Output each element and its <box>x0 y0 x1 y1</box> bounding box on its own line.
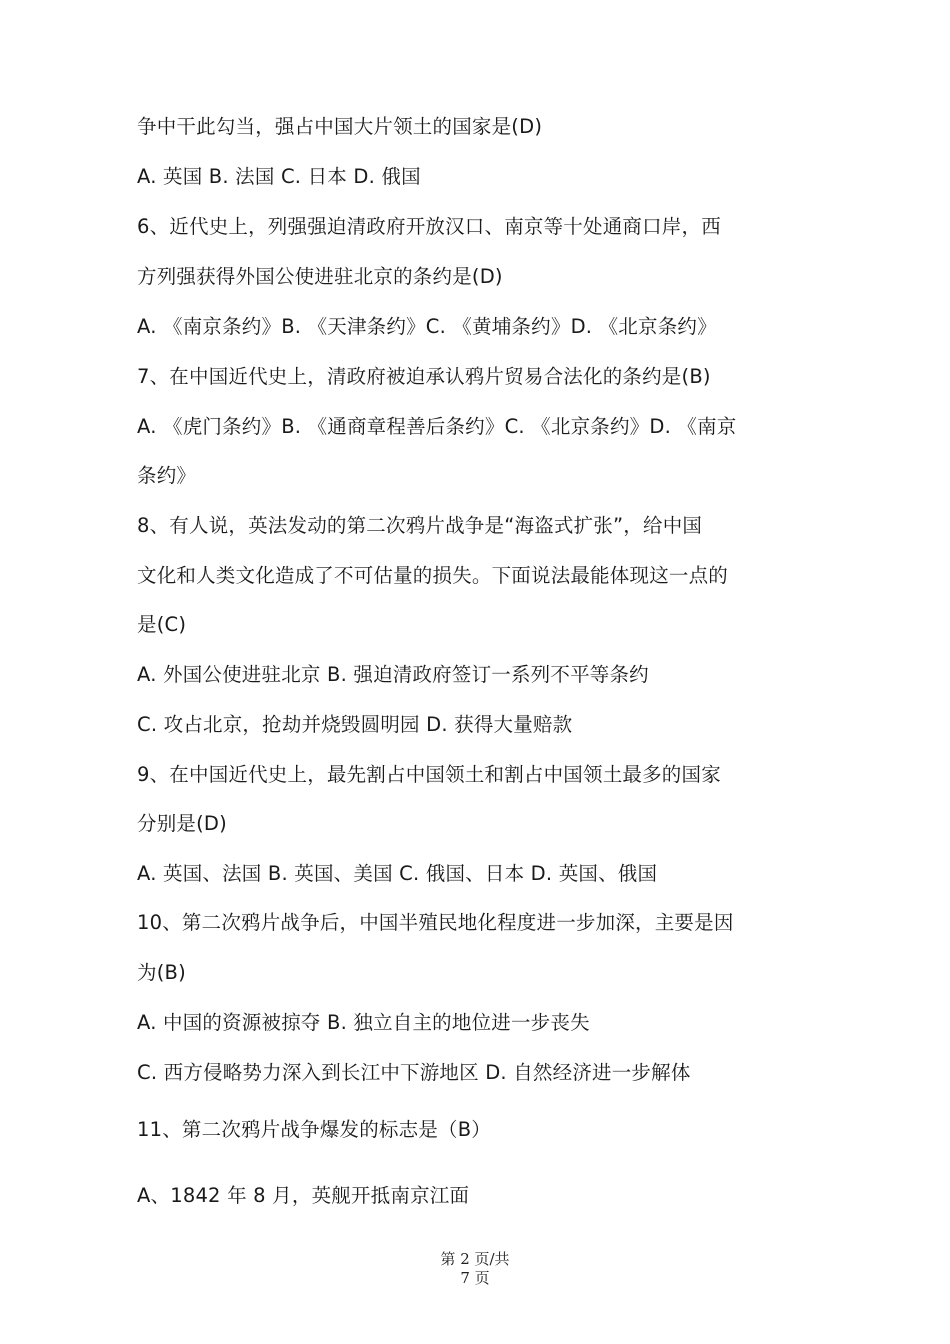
text-line: C. 攻占北京，抢劫并烧毁圆明园 D. 获得大量赔款 <box>137 713 573 736</box>
text-line: 10、第二次鸦片战争后，中国半殖民地化程度进一步加深，主要是因 <box>137 911 734 934</box>
page-number: 第 2 页/共 <box>440 1250 510 1268</box>
text-line: A、1842 年 8 月，英舰开抵南京江面 <box>137 1184 470 1207</box>
text-line: A. 外国公使进驻北京 B. 强迫清政府签订一系列不平等条约 <box>137 663 649 686</box>
text-line: 6、近代史上，列强强迫清政府开放汉口、南京等十处通商口岸，西 <box>137 215 721 238</box>
text-line: 争中干此勾当，强占中国大片领土的国家是(D) <box>137 115 543 138</box>
text-line: 文化和人类文化造成了不可估量的损失。下面说法最能体现这一点的 <box>137 564 729 587</box>
text-line: C. 西方侵略势力深入到长江中下游地区 D. 自然经济进一步解体 <box>137 1061 691 1084</box>
text-line: A. 英国、法国 B. 英国、美国 C. 俄国、日本 D. 英国、俄国 <box>137 862 658 885</box>
page-total: 7 页 <box>460 1269 490 1287</box>
text-line: 8、有人说，英法发动的第二次鸦片战争是“海盗式扩张”，给中国 <box>137 514 703 537</box>
text-line: 分别是(D) <box>137 812 227 835</box>
text-line: A. 《虎门条约》B. 《通商章程善后条约》C. 《北京条约》D. 《南京 <box>137 415 737 438</box>
text-line: 为(B) <box>137 961 186 984</box>
text-line: 是(C) <box>137 613 187 636</box>
text-line: 7、在中国近代史上，清政府被迫承认鸦片贸易合法化的条约是(B) <box>137 365 711 388</box>
text-line: 方列强获得外国公使进驻北京的条约是(D) <box>137 265 503 288</box>
text-line: A. 英国 B. 法国 C. 日本 D. 俄国 <box>137 165 421 188</box>
text-line: A. 中国的资源被掠夺 B. 独立自主的地位进一步丧失 <box>137 1011 590 1034</box>
text-line: A. 《南京条约》B. 《天津条约》C. 《黄埔条约》D. 《北京条约》 <box>137 315 717 338</box>
text-line: 条约》 <box>137 464 197 487</box>
text-line: 9、在中国近代史上，最先割占中国领土和割占中国领土最多的国家 <box>137 763 721 786</box>
text-line: 11、第二次鸦片战争爆发的标志是（B） <box>137 1118 491 1141</box>
